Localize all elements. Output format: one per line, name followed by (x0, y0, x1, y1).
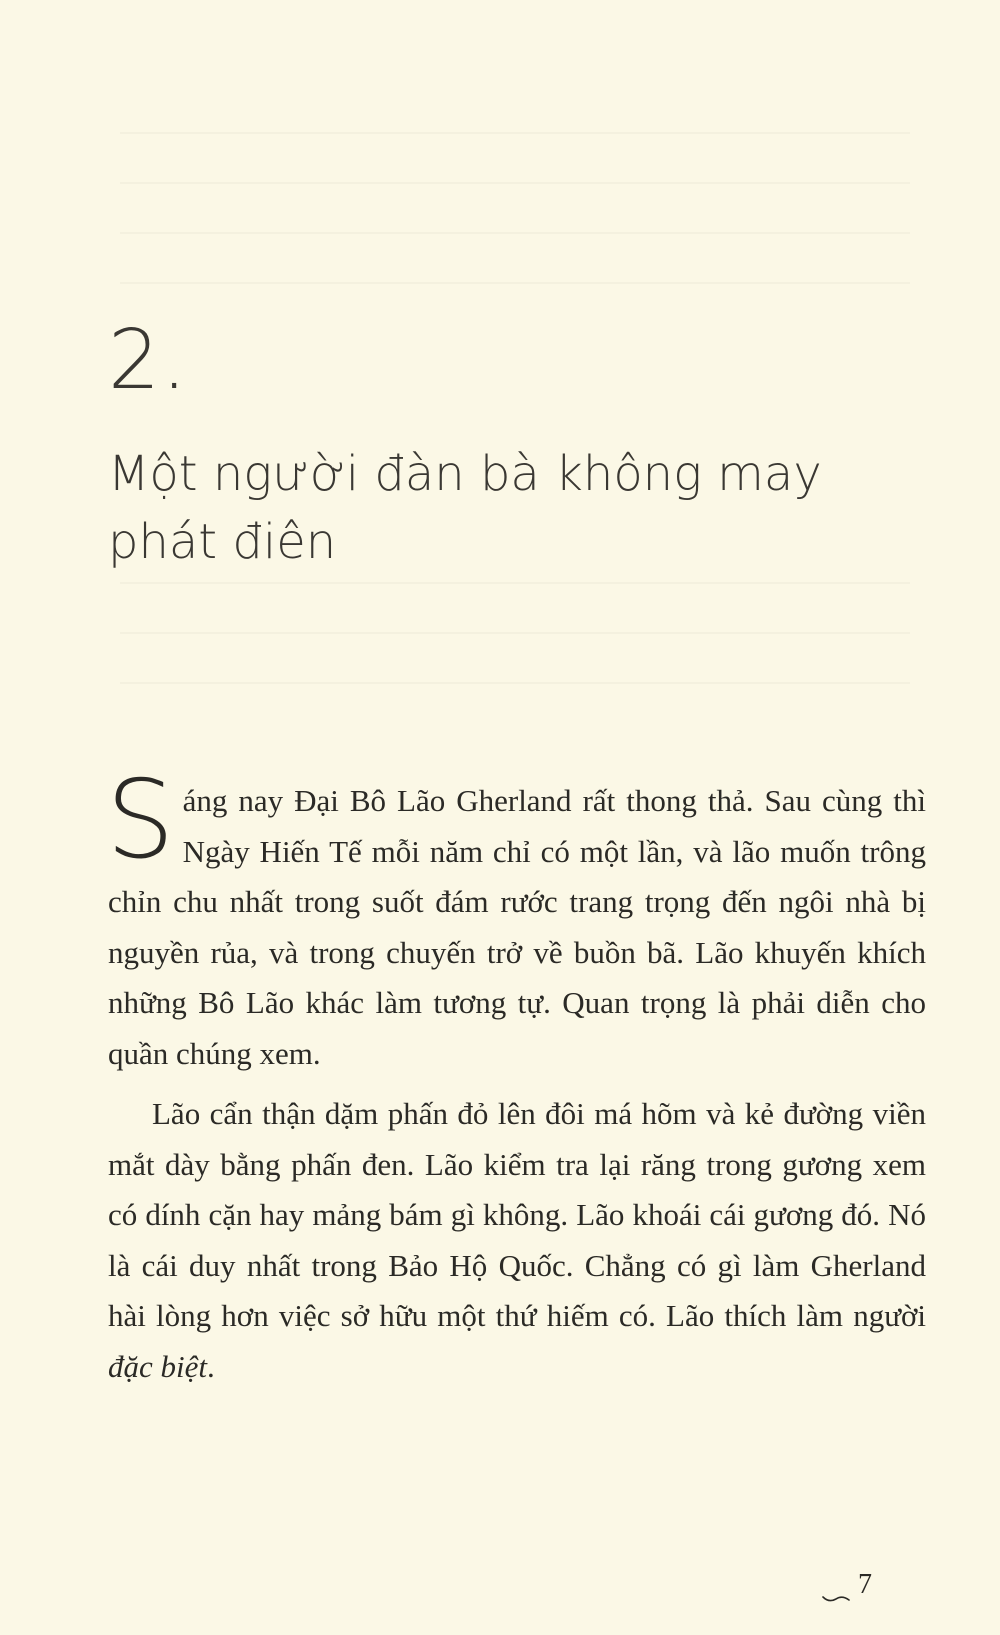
bleed-through-line (120, 232, 910, 234)
swirl-ornament-icon (822, 1580, 850, 1590)
bleed-through-line (120, 632, 910, 634)
paragraph-1 (106, 758, 926, 1079)
page-footer (822, 1569, 872, 1601)
paragraph-2-end: . (207, 1348, 215, 1384)
paragraph-2-emphasis: đặc biệt (108, 1348, 207, 1384)
bleed-through-line (120, 282, 910, 284)
chapter-body (106, 758, 926, 1392)
drop-cap: S (106, 758, 175, 883)
bleed-through-line (120, 582, 910, 584)
paragraph-2-text: Lão cẩn thận dặm phấn đỏ lên đôi má hõm và kẻ đường viền mắt dày bằng phấn đen. Lão kiểm tra lại răng trong gương xem có dính cặn hay mảng bám gì không. Lão khoái cái gương đó. Nó là cái duy nhất trong Bảo Hộ Quốc. Chẳng có gì làm Gherland hài lòng hơn việc sở hữu một thứ hiếm có. Lão thích làm người (108, 1096, 926, 1333)
chapter-title: Một người đàn bà không may phát điên (108, 446, 822, 570)
paragraph-1-text: áng nay Đại Bô Lão Gherland rất thong thả. Sau cùng thì Ngày Hiến Tế mỗi năm chỉ có một lần, và lão muốn trông chỉn chu nhất trong suốt đám rước trang trọng đến ngôi nhà bị nguyền rủa, và trong chuyến trở về buồn bã. Lão khuyến khích những Bô Lão khác làm tương tự. Quan trọng là phải diễn cho quần chúng xem. (108, 783, 926, 1071)
bleed-through-line (120, 182, 910, 184)
bleed-through-line (120, 132, 910, 134)
page-number: 7 (858, 1569, 872, 1600)
paragraph-2 (108, 1089, 926, 1392)
chapter-number: 2. (108, 313, 189, 408)
bleed-through-line (120, 682, 910, 684)
